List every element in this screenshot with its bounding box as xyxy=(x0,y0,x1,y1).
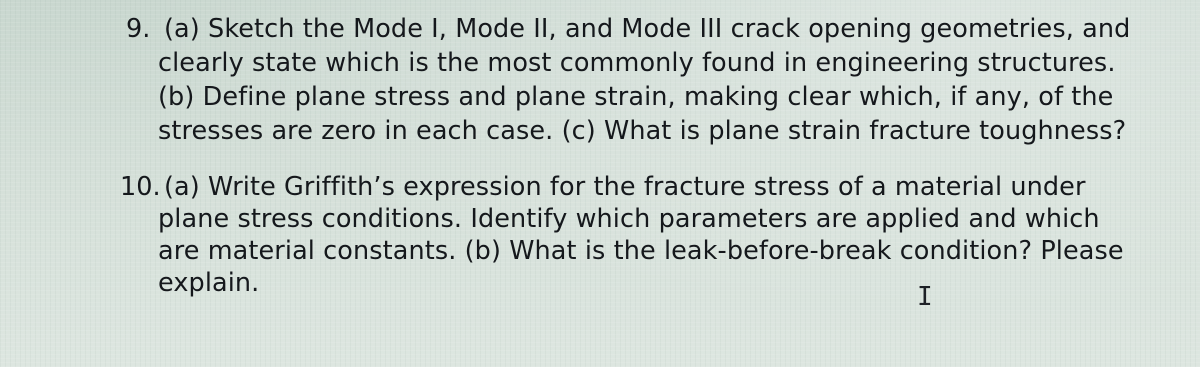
question-9-number: 9. xyxy=(126,14,151,44)
question-9-line-4: stresses are zero in each case. (c) What is plane strain fracture toughness? xyxy=(158,116,1127,146)
question-9-line-1: (a) Sketch the Mode I, Mode II, and Mode III crack opening geometries, and xyxy=(164,14,1131,44)
question-10-line-3: are material constants. (b) What is the leak-before-break condition? Please xyxy=(158,236,1124,266)
text-cursor-icon: I xyxy=(917,282,933,312)
question-10-number: 10. xyxy=(120,172,161,202)
question-9-line-2: clearly state which is the most commonly found in engineering structures. xyxy=(158,48,1116,78)
question-10-line-1: (a) Write Griffith’s expression for the fracture stress of a material under xyxy=(164,172,1086,202)
question-10-line-4: explain. xyxy=(158,268,260,298)
question-10-line-2: plane stress conditions. Identify which parameters are applied and which xyxy=(158,204,1100,234)
question-9-line-3: (b) Define plane stress and plane strain, making clear which, if any, of the xyxy=(158,82,1114,112)
